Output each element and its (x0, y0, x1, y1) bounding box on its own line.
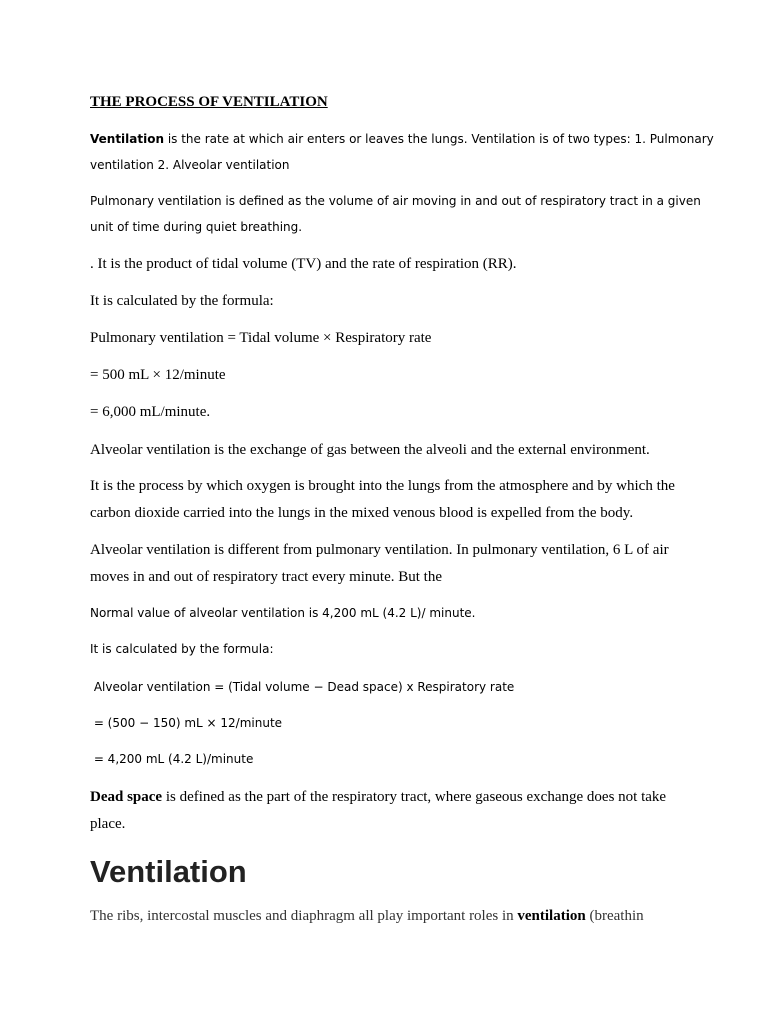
term-ventilation: Ventilation (90, 132, 165, 146)
formula-pulmonary-step: = 500 mL × 12/minute (90, 367, 226, 383)
paragraph-formula-intro: It is calculated by the formula: (90, 293, 274, 309)
formula-pulmonary-result: = 6,000 mL/minute. (90, 404, 211, 420)
formula-alveolar-result: = 4,200 mL (4.2 L)/minute (90, 752, 254, 766)
paragraph-ribs: The ribs, intercostal muscles and diaphragm all play important roles in ventilation (breathin (90, 908, 644, 924)
term-ventilation-bold: ventilation (517, 908, 586, 924)
paragraph-formula-intro-2: It is calculated by the formula: (90, 642, 274, 656)
paragraph-ventilation-def: Ventilation is the rate at which air enters or leaves the lungs. Ventilation is of two types: 1. Pulmonary (90, 132, 714, 146)
paragraph-difference: Alveolar ventilation is different from pulmonary ventilation. In pulmonary ventilation, 6 L of air (90, 542, 669, 558)
paragraph-pulmonary-def-cont: unit of time during quiet breathing. (90, 220, 303, 234)
formula-pulmonary: Pulmonary ventilation = Tidal volume × Respiratory rate (90, 330, 432, 346)
paragraph-normal-value: Normal value of alveolar ventilation is 4,200 mL (4.2 L)/ minute. (90, 606, 476, 620)
document-title: THE PROCESS OF VENTILATION (90, 94, 328, 110)
section-heading: Ventilation (90, 854, 247, 889)
formula-alveolar-step: = (500 − 150) mL × 12/minute (90, 716, 283, 730)
paragraph-pulmonary-def: Pulmonary ventilation is defined as the volume of air moving in and out of respiratory tract in a given (90, 194, 701, 208)
paragraph-dead-space-cont: place. (90, 816, 126, 832)
term-dead-space: Dead space (90, 789, 163, 805)
paragraph-dead-space: Dead space is defined as the part of the respiratory tract, where gaseous exchange does not take (90, 789, 667, 805)
formula-alveolar: Alveolar ventilation = (Tidal volume − Dead space) x Respiratory rate (90, 680, 515, 694)
paragraph-process-cont: carbon dioxide carried into the lungs in the mixed venous blood is expelled from the body. (90, 505, 634, 521)
paragraph-product: . It is the product of tidal volume (TV) and the rate of respiration (RR). (90, 256, 517, 272)
paragraph-alveolar-def: Alveolar ventilation is the exchange of gas between the alveoli and the external environment. (90, 442, 650, 458)
paragraph-ventilation-def-cont: ventilation 2. Alveolar ventilation (90, 158, 290, 172)
paragraph-difference-cont: moves in and out of respiratory tract every minute. But the (90, 569, 442, 585)
paragraph-process: It is the process by which oxygen is brought into the lungs from the atmosphere and by which the (90, 478, 675, 494)
